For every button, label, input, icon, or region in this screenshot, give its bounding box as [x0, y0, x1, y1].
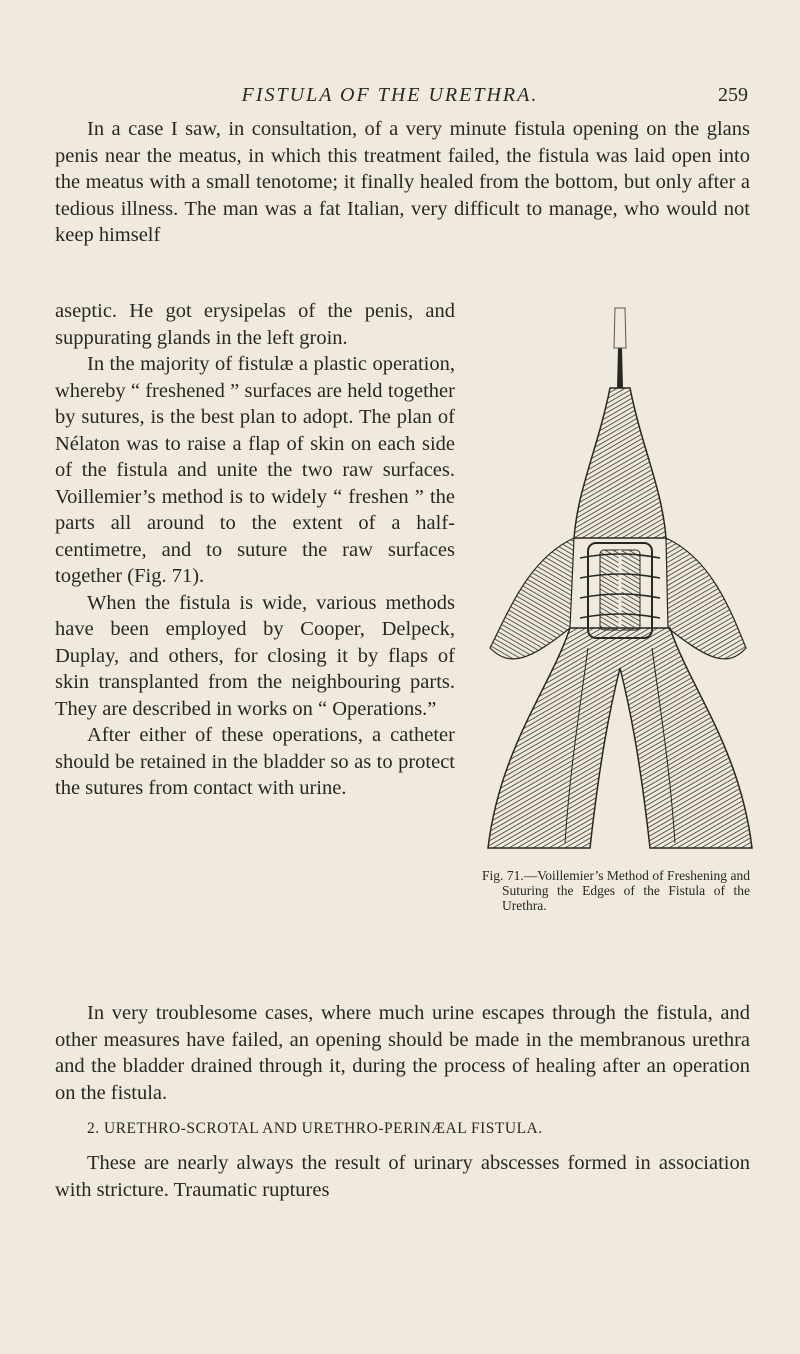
paragraph-case-report: [55, 116, 750, 249]
paragraph-2b-text: In the majority of fistulæ a plastic operation, whereby “ freshened ” surfaces are held together by sutures, is the best plan to adopt. The plan of Nélaton was to raise a flap of skin on each side of the fistula and unite the two raw surfaces. Voillemier’s method is to widely “ freshen ” the parts all around to the extent of a half-centimetre, and to suture the raw surfaces together (Fig. 71).: [55, 353, 455, 587]
paragraph-4-text: These are nearly always the result of urinary abscesses formed in association with stricture. Traumatic ruptures: [55, 1152, 750, 1201]
page-number: 259: [718, 84, 748, 106]
running-head: [0, 84, 800, 114]
section-heading: 2. URETHRO-SCROTAL AND URETHRO-PERINÆAL FISTULA.: [87, 1120, 543, 1137]
column-text-beside-figure: [55, 298, 455, 802]
figure-71-illustration: [470, 288, 760, 868]
paragraph-troublesome-cases: [55, 1000, 750, 1106]
paragraph-2c-text: When the fistula is wide, various methods have been employed by Cooper, Delpeck, Duplay, and others, for closing it by flaps of skin transplanted from the neighbouring parts. They are described in works on “ Operations.”: [55, 591, 455, 720]
running-title: FISTULA OF THE URETHRA.: [241, 84, 539, 106]
paragraph-1-text: In a case I saw, in consultation, of a very minute fistula opening on the glans penis near the meatus, in which this treatment failed, the fistula was laid open into the meatus with a small tenotome; it finally healed from the bottom, but only after a tedious illness. The man was a fat Italian, very difficult to manage, who would not keep himself: [55, 118, 750, 246]
paragraph-2d-text: After either of these operations, a catheter should be retained in the bladder so as to protect the sutures from contact with urine.: [55, 724, 455, 799]
paragraph-3-text: In very troublesome cases, where much urine escapes through the fistula, and other measures have failed, an opening should be made in the membranous urethra and the bladder drained through it, during the process of healing after an operation on the fistula.: [55, 1002, 750, 1104]
paragraph-abscesses: [55, 1150, 750, 1203]
figure-caption: [482, 868, 750, 913]
figure-caption-text: Fig. 71.—Voillemier’s Method of Freshening and Suturing the Edges of the Fistula of the Urethra.: [482, 868, 750, 913]
paragraph-2a-text: aseptic. He got erysipelas of the penis, and suppurating glands in the left groin.: [55, 300, 455, 349]
